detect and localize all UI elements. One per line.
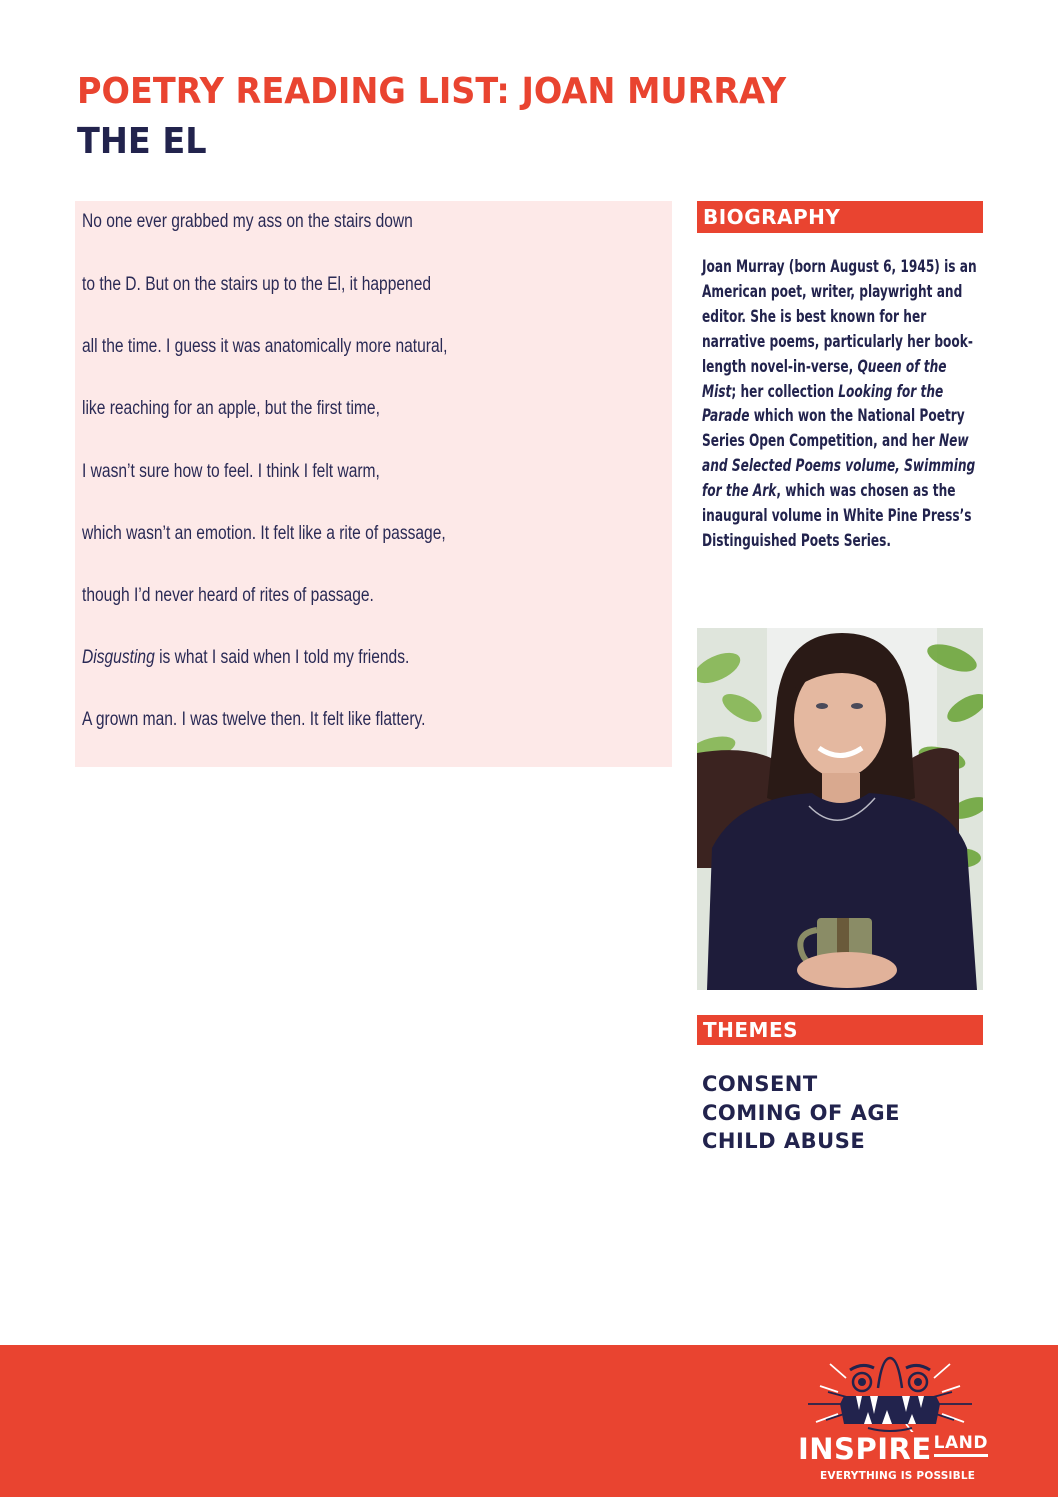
inspireland-logo[interactable]: [798, 1352, 988, 1492]
poem-line: Disgusting is what I said when I told my friends.: [82, 647, 410, 668]
biography-heading: BIOGRAPHY: [697, 201, 983, 233]
theme-item: CHILD ABUSE: [702, 1129, 866, 1153]
nose: [878, 1358, 902, 1388]
poem-title: THE EL: [77, 121, 207, 162]
biography-text: Joan Murray (born August 6, 1945) is an American poet, writer, playwright and editor. She is best known for her narrative poems, particularly her book-length novel-in-verse, Queen of the Mist; her collection Looking for the Parade which won the National Poetry Series Open Competition, and her New and Selected Poems volume, Swimming for the Ark, which was chosen as the inaugural volume in White Pine Press’s Distinguished Poets Series.: [702, 257, 977, 550]
poem-box: [75, 201, 672, 767]
poem-line: which wasn’t an emotion. It felt like a rite of passage,: [82, 523, 446, 544]
poem-line: to the D. But on the stairs up to the El, it happened: [82, 274, 432, 295]
theme-item: CONSENT: [702, 1072, 818, 1096]
poem-line: all the time. I guess it was anatomically more natural,: [82, 336, 448, 357]
poem-line: No one ever grabbed my ass on the stairs down: [82, 211, 413, 232]
author-photo: [697, 628, 983, 990]
theme-item: COMING OF AGE: [702, 1100, 900, 1125]
eye-right: [851, 703, 863, 709]
themes-heading: THEMES: [697, 1015, 983, 1045]
neck: [822, 773, 860, 803]
poem-line: though I’d never heard of rites of passage.: [82, 585, 374, 606]
hands: [797, 952, 897, 988]
poem-line: A grown man. I was twelve then. It felt like flattery.: [82, 709, 426, 730]
logo-wordmark: INSPIRE LAND: [798, 1432, 988, 1466]
monster-face-icon: [798, 1352, 982, 1432]
eye-left: [816, 703, 828, 709]
portrait-illustration: [697, 628, 983, 990]
poem-line: like reaching for an apple, but the first time,: [82, 398, 380, 419]
themes-list: [702, 1070, 900, 1156]
poem-line: I wasn’t sure how to feel. I think I felt warm,: [82, 461, 380, 482]
logo-tagline: EVERYTHING IS POSSIBLE: [820, 1470, 976, 1482]
page-title: POETRY READING LIST: JOAN MURRAY: [77, 71, 787, 112]
